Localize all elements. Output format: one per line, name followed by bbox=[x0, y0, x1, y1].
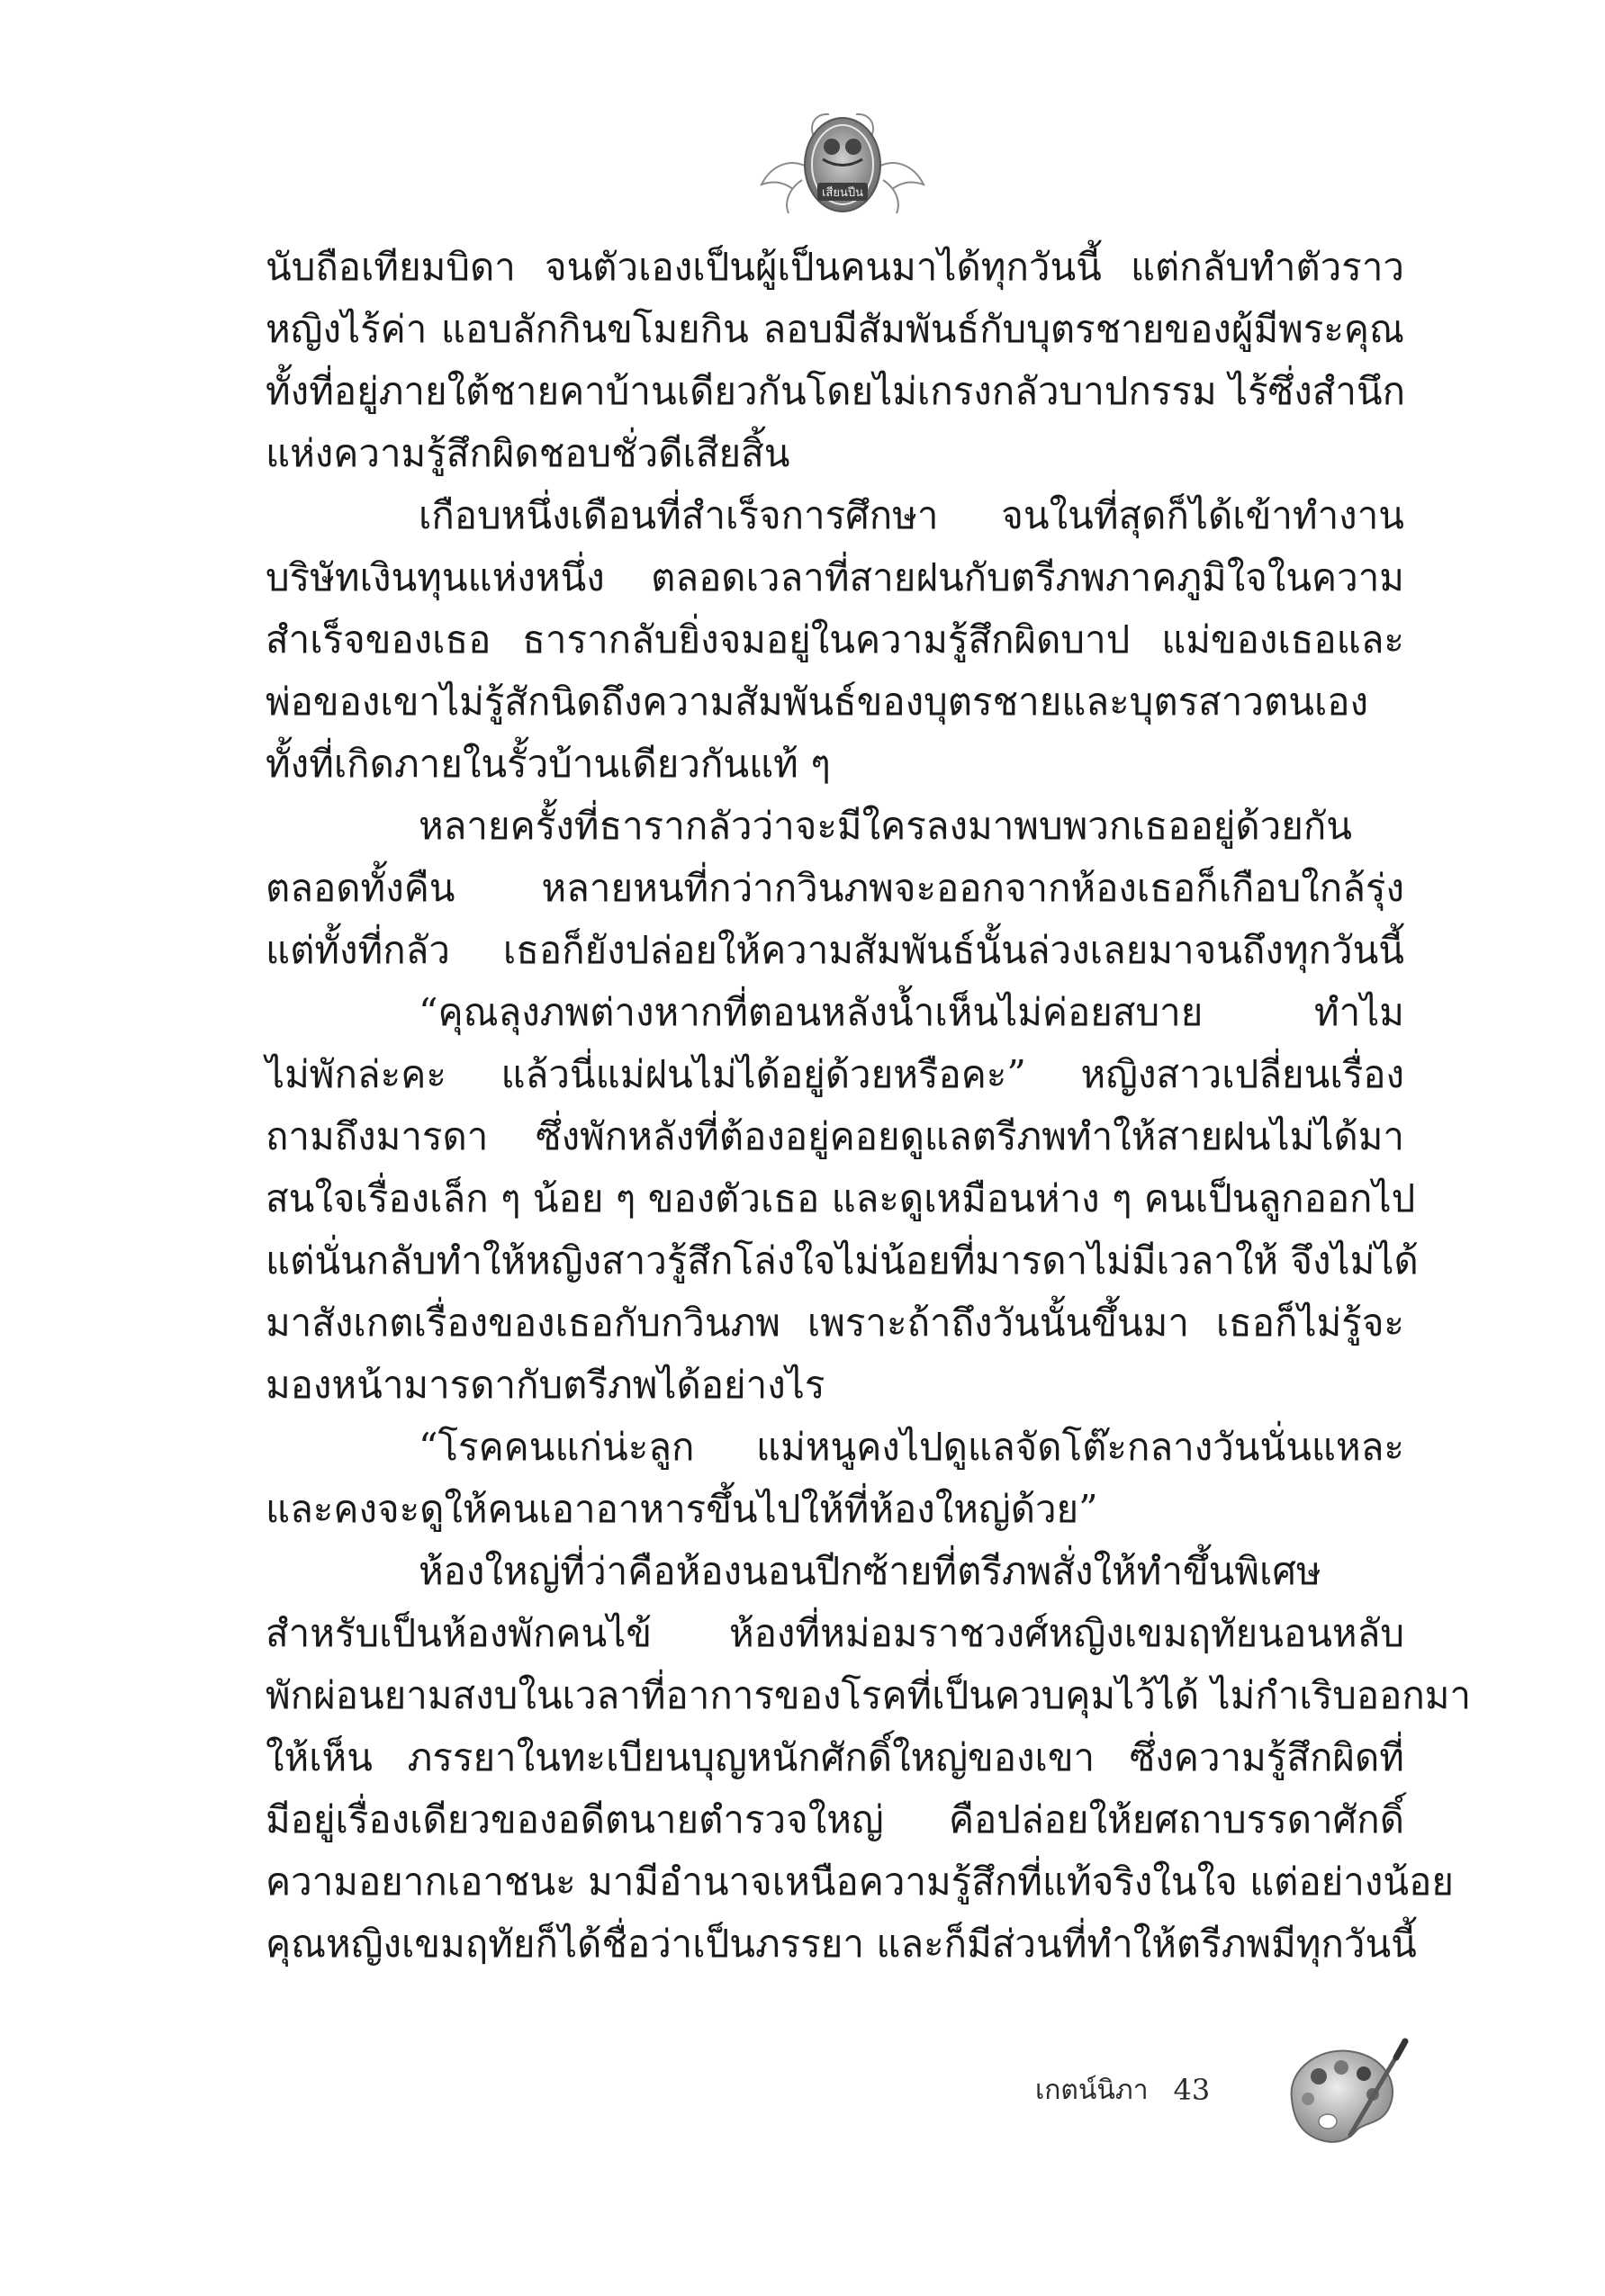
page-footer bbox=[1035, 2063, 1210, 2117]
text-line: บริษัทเงินทุนแห่งหนึ่ง ตลอดเวลาที่สายฝนกับตรีภพภาคภูมิใจในความ bbox=[266, 555, 1404, 599]
paint-palette-icon bbox=[1274, 2036, 1409, 2153]
page-number: 43 bbox=[1173, 2073, 1211, 2107]
text-line: “โรคคนแก่น่ะลูก แม่หนูคงไปดูแลจัดโต๊ะกลางวันนั่นแหละ bbox=[419, 1425, 1404, 1469]
text-line: ความอยากเอาชนะ มามีอำนาจเหนือความรู้สึกที่แท้จริงในใจ แต่อย่างน้อย bbox=[266, 1859, 1454, 1904]
text-line: หลายครั้งที่ธารากลัวว่าจะมีใครลงมาพบพวกเธออยู่ด้วยกัน bbox=[419, 804, 1352, 848]
ornamental-crest-icon bbox=[753, 104, 933, 221]
text-line: แต่ทั้งที่กลัว เธอก็ยังปล่อยให้ความสัมพันธ์นั้นล่วงเลยมาจนถึงทุกวันนี้ bbox=[266, 928, 1404, 972]
text-line: หญิงไร้ค่า แอบลักกินขโมยกิน ลอบมีสัมพันธ์กับบุตรชายของผู้มีพระคุณ bbox=[266, 307, 1404, 351]
text-line: เกือบหนึ่งเดือนที่สำเร็จการศึกษา จนในที่สุดก็ได้เข้าทำงาน bbox=[419, 493, 1404, 537]
text-line: ตลอดทั้งคืน หลายหนที่กว่ากวินภพจะออกจากห้องเธอก็เกือบใกล้รุ่ง bbox=[266, 866, 1404, 910]
text-line: แต่นั่นกลับทำให้หญิงสาวรู้สึกโล่งใจไม่น้อยที่มารดาไม่มีเวลาให้ จึงไม่ได้ bbox=[266, 1238, 1419, 1283]
text-line: มาสังเกตเรื่องของเธอกับกวินภพ เพราะถ้าถึงวันนั้นขึ้นมา เธอก็ไม่รู้จะ bbox=[266, 1301, 1404, 1345]
text-line: พักผ่อนยามสงบในเวลาที่อาการของโรคที่เป็นควบคุมไว้ได้ ไม่กำเริบออกมา bbox=[266, 1673, 1472, 1717]
text-line: และคงจะดูให้คนเอาอาหารขึ้นไปให้ที่ห้องใหญ่ด้วย” bbox=[266, 1487, 1098, 1531]
text-line: สนใจเรื่องเล็ก ๆ น้อย ๆ ของตัวเธอ และดูเหมือนห่าง ๆ คนเป็นลูกออกไป bbox=[266, 1176, 1416, 1220]
text-line: ให้เห็น ภรรยาในทะเบียนบุญหนักศักดิ์ใหญ่ของเขา ซึ่งความรู้สึกผิดที่ bbox=[266, 1735, 1404, 1779]
text-line: คุณหญิงเขมฤทัยก็ได้ชื่อว่าเป็นภรรยา และก็มีส่วนที่ทำให้ตรีภพมีทุกวันนี้ bbox=[266, 1922, 1417, 1966]
text-line: ถามถึงมารดา ซึ่งพักหลังที่ต้องอยู่คอยดูแลตรีภพทำให้สายฝนไม่ได้มา bbox=[266, 1114, 1404, 1158]
text-line: มองหน้ามารดากับตรีภพได้อย่างไร bbox=[266, 1363, 825, 1407]
text-line: ไม่พักล่ะคะ แล้วนี่แม่ฝนไม่ได้อยู่ด้วยหรือคะ” หญิงสาวเปลี่ยนเรื่อง bbox=[266, 1052, 1404, 1096]
text-line: ทั้งที่อยู่ภายใต้ชายคาบ้านเดียวกันโดยไม่เกรงกลัวบาปกรรม ไร้ซึ่งสำนึก bbox=[266, 369, 1406, 413]
text-line: สำหรับเป็นห้องพักคนไข้ ห้องที่หม่อมราชวงศ์หญิงเขมฤทัยนอนหลับ bbox=[266, 1611, 1404, 1655]
emblem-text: เสียนปีน bbox=[821, 186, 864, 200]
text-line: ห้องใหญ่ที่ว่าคือห้องนอนปีกซ้ายที่ตรีภพสั่งให้ทำขึ้นพิเศษ bbox=[419, 1549, 1321, 1593]
text-line: ทั้งที่เกิดภายในรั้วบ้านเดียวกันแท้ ๆ bbox=[266, 742, 831, 786]
text-line: นับถือเทียมบิดา จนตัวเองเป็นผู้เป็นคนมาได้ทุกวันนี้ แต่กลับทำตัวราว bbox=[266, 245, 1404, 289]
text-line: พ่อของเขาไม่รู้สักนิดถึงความสัมพันธ์ของบุตรชายและบุตรสาวตนเอง bbox=[266, 680, 1369, 724]
text-line: มีอยู่เรื่องเดียวของอดีตนายตำรวจใหญ่ คือปล่อยให้ยศถาบรรดาศักดิ์ bbox=[266, 1797, 1404, 1841]
text-line: แห่งความรู้สึกผิดชอบชั่วดีเสียสิ้น bbox=[266, 431, 790, 475]
text-line: สำเร็จของเธอ ธารากลับยิ่งจมอยู่ในความรู้สึกผิดบาป แม่ของเธอและ bbox=[266, 617, 1404, 662]
text-line: “คุณลุงภพต่างหากที่ตอนหลังน้ำเห็นไม่ค่อยสบาย ทำไม bbox=[419, 990, 1404, 1034]
body-text bbox=[266, 236, 1472, 1975]
author-name: เกตน์นิภา bbox=[1035, 2074, 1149, 2106]
